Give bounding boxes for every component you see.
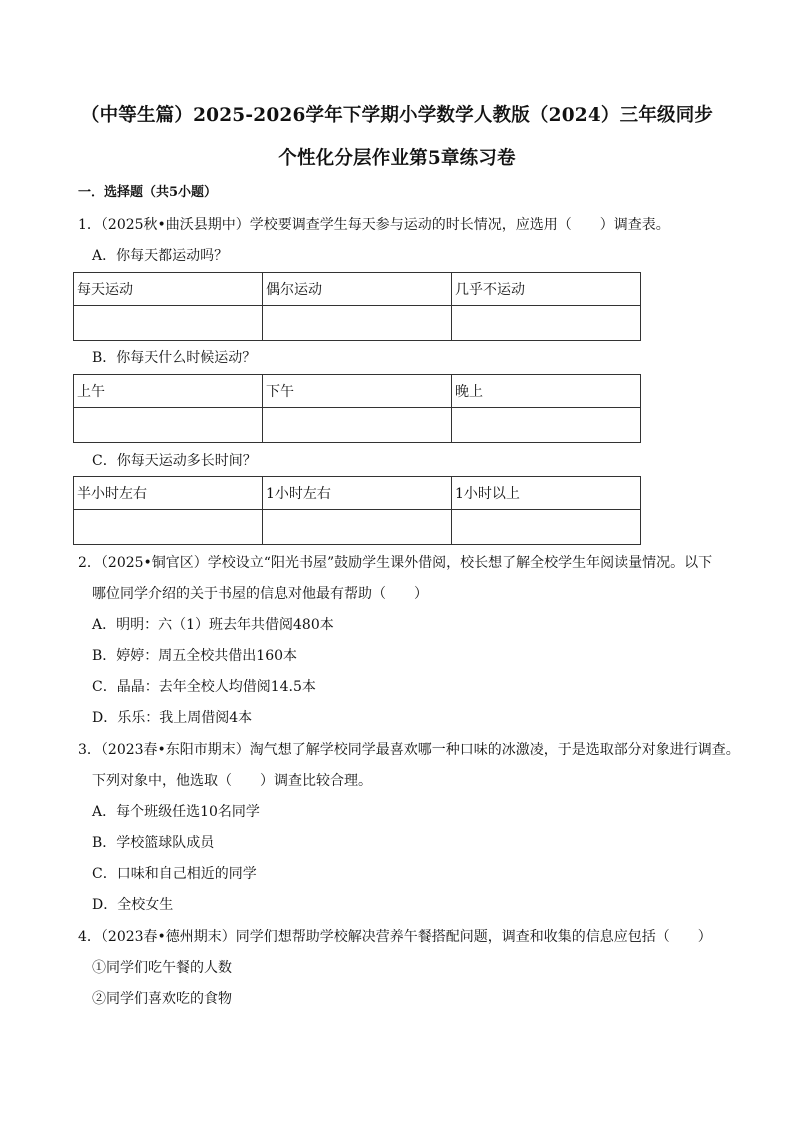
table-cell — [452, 408, 641, 443]
table-blank-row — [74, 306, 641, 341]
q1-stem: 1．（2025秋•曲沃县期中）学校要调查学生每天参与运动的时长情况，应选用（ ）调查表。 — [78, 217, 670, 233]
table-cell: 下午 — [263, 375, 452, 408]
table-header-row — [74, 375, 641, 408]
q3-option-a: A．每个班级任选10名同学 — [92, 804, 260, 820]
table-cell — [74, 510, 263, 545]
table-cell: 1小时左右 — [263, 477, 452, 510]
q3-option-d: D．全校女生 — [92, 897, 174, 913]
q4-item-1: ①同学们吃午餐的人数 — [92, 960, 232, 976]
table-cell — [263, 306, 452, 341]
table-cell — [74, 306, 263, 341]
table-cell: 半小时左右 — [74, 477, 263, 510]
q2-option-a: A．明明：六（1）班去年共借阅480本 — [92, 617, 334, 633]
table-cell: 1小时以上 — [452, 477, 641, 510]
table-cell — [74, 408, 263, 443]
table-blank-row — [74, 510, 641, 545]
table-header-row — [74, 273, 641, 306]
section-heading: 一．选择题（共5小题） — [78, 185, 218, 200]
table-cell — [263, 408, 452, 443]
table-cell: 晚上 — [452, 375, 641, 408]
q2-option-d: D．乐乐：我上周借阅4本 — [92, 710, 253, 726]
table-header-row — [74, 477, 641, 510]
title-line-1: （中等生篇）2025-2026学年下学期小学数学人教版（2024）三年级同步 — [80, 105, 714, 126]
table-cell: 偶尔运动 — [263, 273, 452, 306]
q1-option-a-table — [73, 272, 641, 341]
q2-stem-line-2: 哪位同学介绍的关于书屋的信息对他最有帮助（ ） — [92, 586, 428, 602]
table-cell — [452, 306, 641, 341]
q1-option-c-label: C．你每天运动多长时间？ — [92, 453, 257, 469]
q1-option-b-label: B．你每天什么时候运动？ — [92, 350, 257, 366]
table-cell: 每天运动 — [74, 273, 263, 306]
q1-option-c-table — [73, 476, 641, 545]
q3-option-c: C．口味和自己相近的同学 — [92, 866, 257, 882]
table-cell — [452, 510, 641, 545]
title-line-2: 个性化分层作业第5章练习卷 — [278, 148, 516, 169]
table-cell: 上午 — [74, 375, 263, 408]
table-blank-row — [74, 408, 641, 443]
table-cell — [263, 510, 452, 545]
q4-stem: 4．（2023春•德州期末）同学们想帮助学校解决营养午餐搭配问题，调查和收集的信息应包括（ ） — [78, 929, 712, 945]
q3-stem-line-1: 3．（2023春•东阳市期末）淘气想了解学校同学最喜欢哪一种口味的冰激凌，于是选取部分对象进行调查。 — [78, 742, 740, 758]
q2-option-b: B．婷婷：周五全校共借出160本 — [92, 648, 298, 664]
q3-option-b: B．学校篮球队成员 — [92, 835, 215, 851]
q2-stem-line-1: 2．（2025•铜官区）学校设立“阳光书屋”鼓励学生课外借阅，校长想了解全校学生年阅读量情况。以下 — [78, 555, 713, 571]
q2-option-c: C．晶晶：去年全校人均借阅14.5本 — [92, 679, 316, 695]
q4-item-2: ②同学们喜欢吃的食物 — [92, 991, 232, 1007]
q3-stem-line-2: 下列对象中，他选取（ ）调查比较合理。 — [92, 773, 372, 789]
q1-option-b-table — [73, 374, 641, 443]
q1-option-a-label: A．你每天都运动吗？ — [92, 248, 229, 264]
table-cell: 几乎不运动 — [452, 273, 641, 306]
